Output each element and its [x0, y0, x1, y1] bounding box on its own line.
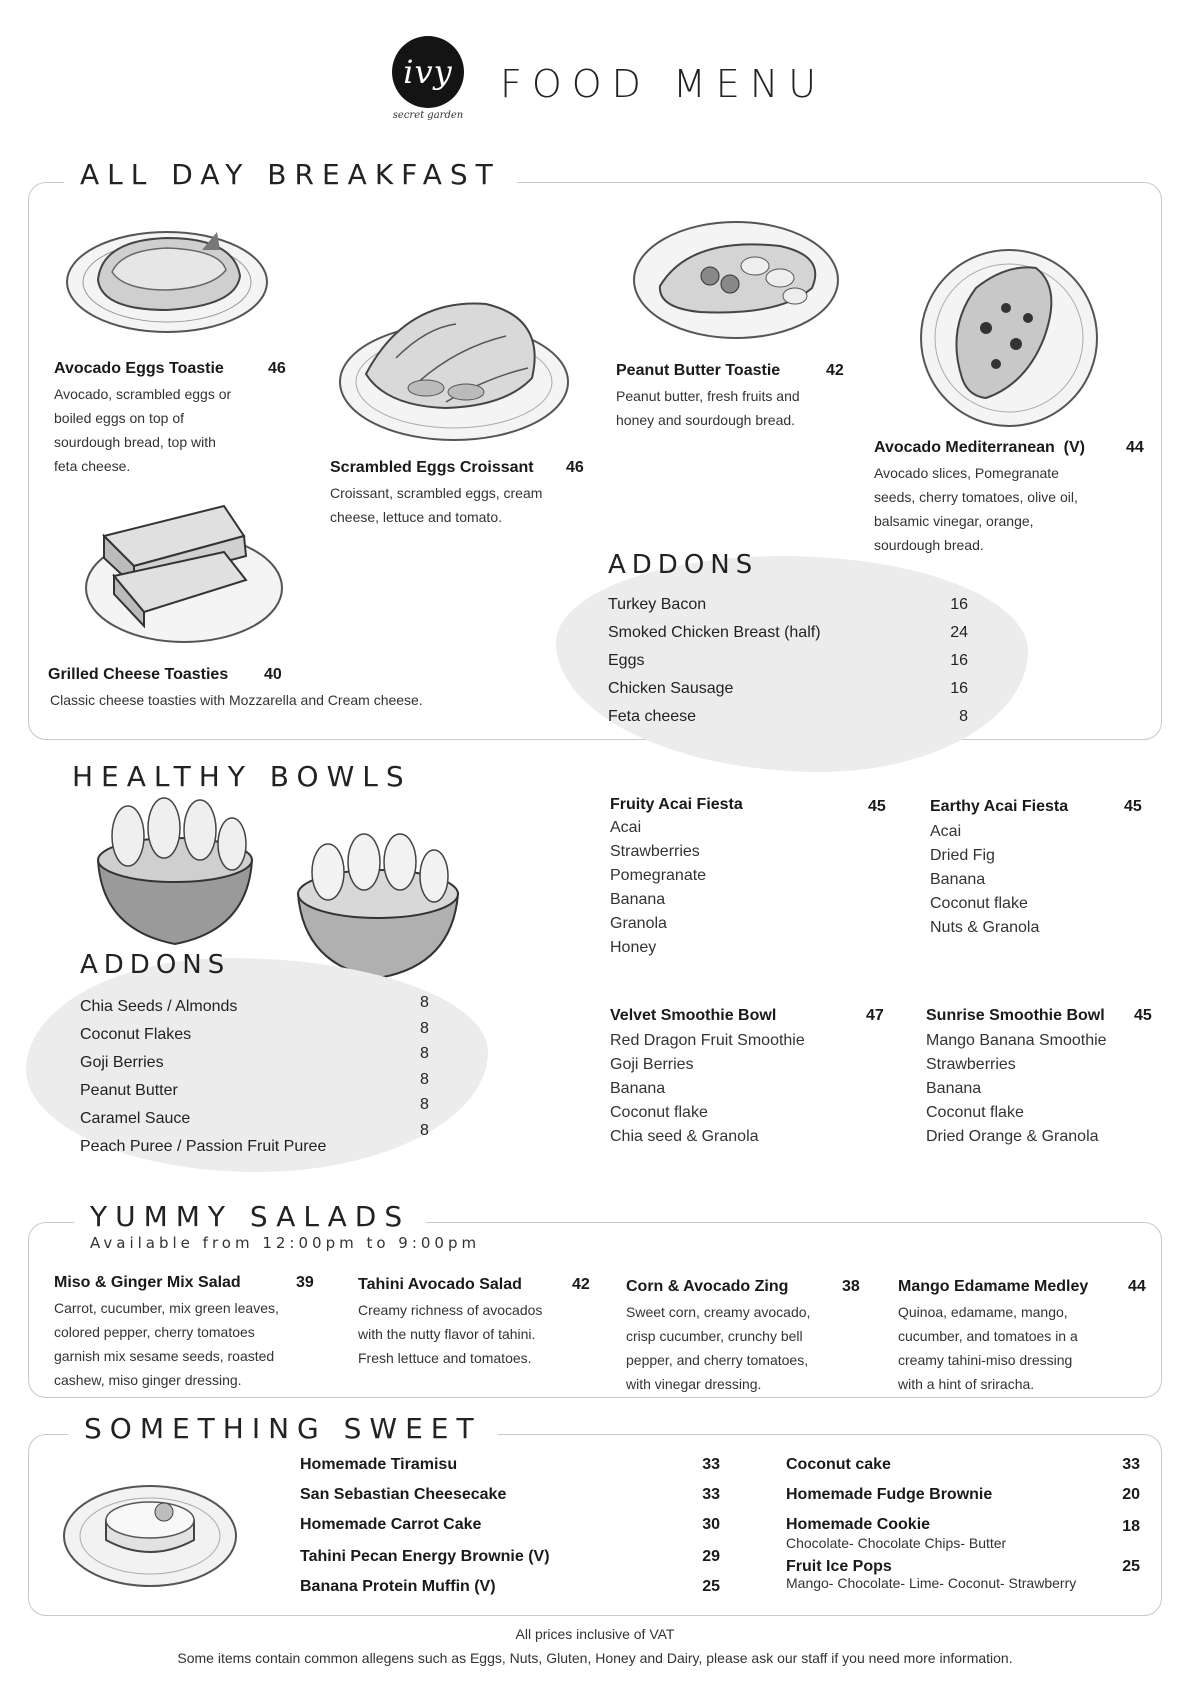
- ingredient: Coconut flake: [930, 895, 1028, 912]
- dessert-item: [786, 1456, 1140, 1486]
- ingredient: Banana: [930, 871, 986, 888]
- desc-line: with vinegar dressing.: [626, 1376, 762, 1392]
- menu-item-price: 45: [1124, 798, 1142, 815]
- addon-price: 16: [950, 652, 968, 669]
- dessert-item: [300, 1548, 720, 1578]
- desc-line: Avocado, scrambled eggs or: [54, 386, 232, 402]
- salads-title: YUMMY SALADS: [74, 1200, 426, 1234]
- addon-name: Chicken Sausage: [608, 680, 734, 697]
- dessert-price: 33: [702, 1486, 720, 1503]
- bowl-ingredients: [610, 1029, 805, 1149]
- desc-line: crisp cucumber, crunchy bell: [626, 1328, 803, 1344]
- dessert-name: Banana Protein Muffin (V): [300, 1578, 496, 1595]
- addon-name: Peach Puree / Passion Fruit Puree: [80, 1138, 327, 1155]
- menu-item-price: 39: [296, 1274, 314, 1291]
- menu-item-price: 42: [826, 362, 844, 379]
- cheesecake-illustration: [60, 1460, 240, 1590]
- desc-line: boiled eggs on top of: [54, 410, 184, 426]
- dessert-price: 33: [1122, 1456, 1140, 1473]
- dessert-name: Homemade Fudge Brownie: [786, 1486, 993, 1503]
- bowl-ingredients: [930, 820, 1039, 940]
- dessert-name: Homemade Tiramisu: [300, 1456, 458, 1473]
- addon-price: 8: [420, 1019, 429, 1037]
- ingredient: Banana: [610, 1080, 666, 1097]
- allergen-note: Some items contain common allegens such as Eggs, Nuts, Gluten, Honey and Dairy, please ask our staff if you need more information.: [177, 1650, 1013, 1666]
- addon-price: 8: [420, 1070, 429, 1088]
- desc-line: cucumber, and tomatoes in a: [898, 1328, 1078, 1344]
- menu-item-name: Velvet Smoothie Bowl: [610, 1007, 777, 1024]
- croissant-illustration: [336, 288, 572, 448]
- logo-subtitle: secret garden: [392, 110, 464, 121]
- ingredient: Strawberries: [926, 1056, 1016, 1073]
- dessert-item: [786, 1558, 1140, 1600]
- addons-list: [608, 591, 968, 731]
- dessert-name: Tahini Pecan Energy Brownie (V): [300, 1548, 550, 1565]
- addon-name: Peanut Butter: [80, 1082, 178, 1099]
- dessert-name: Homemade Cookie: [786, 1516, 931, 1533]
- desc-line: Croissant, scrambled eggs, cream: [330, 485, 543, 501]
- addon-name: Turkey Bacon: [608, 596, 707, 613]
- desc-line: creamy tahini-miso dressing: [898, 1352, 1073, 1368]
- vat-note: All prices inclusive of VAT: [515, 1626, 675, 1642]
- dessert-price: 25: [1122, 1558, 1140, 1575]
- addon-name: Goji Berries: [80, 1054, 164, 1071]
- addon-item: [608, 647, 968, 675]
- ingredient: Red Dragon Fruit Smoothie: [610, 1032, 805, 1049]
- addon-price: 8: [420, 994, 429, 1011]
- desc-line: with the nutty flavor of tahini.: [358, 1326, 536, 1342]
- ingredient: Banana: [610, 891, 666, 908]
- bowl-ingredients: [610, 816, 706, 960]
- ingredient: Banana: [926, 1080, 982, 1097]
- ingredient: Dried Fig: [930, 847, 995, 864]
- addons-title: ADDONS: [80, 950, 231, 980]
- dessert-item: [786, 1516, 1140, 1558]
- desc-line: cheese, lettuce and tomato.: [330, 509, 502, 525]
- ingredient: Acai: [930, 823, 962, 840]
- salads-subtitle: Available from 12:00pm to 9:00pm: [90, 1234, 481, 1252]
- menu-item-name: Scrambled Eggs Croissant: [330, 459, 534, 476]
- menu-item-description: [54, 382, 294, 478]
- dessert-item: [300, 1486, 720, 1516]
- addon-name: Smoked Chicken Breast (half): [608, 624, 821, 641]
- breakfast-title: ALL DAY BREAKFAST: [64, 158, 517, 192]
- menu-item-name: Mango Edamame Medley: [898, 1278, 1089, 1295]
- menu-item-name: Tahini Avocado Salad: [358, 1276, 522, 1293]
- dessert-note: Mango- Chocolate- Lime- Coconut- Strawberry: [786, 1575, 1077, 1591]
- addon-price: 8: [959, 708, 968, 725]
- ingredient: Granola: [610, 915, 667, 932]
- menu-item-name: Grilled Cheese Toasties: [48, 666, 229, 683]
- grilled-cheese-illustration: [74, 496, 284, 646]
- addon-name: Coconut Flakes: [80, 1026, 192, 1043]
- addon-name: Caramel Sauce: [80, 1110, 191, 1127]
- desc-line: garnish mix sesame seeds, roasted: [54, 1348, 275, 1364]
- menu-item-description: [358, 1298, 542, 1370]
- desc-line: Avocado slices, Pomegranate: [874, 465, 1059, 481]
- addon-name: Chia Seeds / Almonds: [80, 998, 238, 1015]
- smoothie-bowl-illustration: [292, 832, 464, 982]
- bowls-title: HEALTHY BOWLS: [56, 760, 428, 794]
- desc-line: cashew, miso ginger dressing.: [54, 1372, 242, 1388]
- dessert-note: Chocolate- Chocolate Chips- Butter: [786, 1535, 1007, 1551]
- sweet-title: SOMETHING SWEET: [68, 1412, 498, 1446]
- menu-item-description: [626, 1300, 810, 1396]
- desc-line: Creamy richness of avocados: [358, 1302, 543, 1318]
- ingredient: Strawberries: [610, 843, 700, 860]
- addons-title: ADDONS: [608, 550, 759, 580]
- ingredient: Honey: [610, 939, 657, 956]
- addon-name: Feta cheese: [608, 708, 697, 725]
- menu-item-price: 44: [1128, 1278, 1146, 1295]
- menu-item-name: Miso & Ginger Mix Salad: [54, 1274, 241, 1291]
- menu-item-description: Classic cheese toasties with Mozzarella and Cream cheese.: [50, 692, 423, 708]
- ingredient: Coconut flake: [926, 1104, 1024, 1121]
- menu-item-price: 46: [268, 360, 286, 377]
- addon-item: [608, 619, 968, 647]
- addons-names: [80, 993, 326, 1161]
- desc-line: with a hint of sriracha.: [898, 1376, 1035, 1392]
- addon-price: 8: [420, 1096, 429, 1113]
- dessert-item: [300, 1578, 720, 1608]
- ingredient: Goji Berries: [610, 1056, 694, 1073]
- sweet-list-right: [786, 1456, 1140, 1600]
- desc-line: Peanut butter, fresh fruits and: [616, 388, 800, 404]
- desc-line: pepper, and cherry tomatoes,: [626, 1352, 809, 1368]
- desc-line: feta cheese.: [54, 458, 131, 474]
- dessert-item: [300, 1516, 720, 1548]
- addon-item: [608, 703, 968, 731]
- addon-price: 8: [420, 1045, 429, 1062]
- menu-item-price: 45: [868, 798, 886, 815]
- menu-item-description: [330, 481, 600, 529]
- brand-logo: [392, 36, 464, 108]
- menu-item-price: 40: [264, 666, 282, 683]
- ingredient: Chia seed & Granola: [610, 1128, 759, 1145]
- menu-item-description: [898, 1300, 1078, 1396]
- menu-item-price: 45: [1134, 1007, 1152, 1024]
- menu-item-price: 44: [1126, 439, 1144, 456]
- menu-item-name: Avocado Mediterranean (V): [874, 439, 1086, 456]
- dessert-price: 25: [702, 1578, 720, 1595]
- peanut-toast-illustration: [630, 216, 842, 346]
- menu-item-description: [874, 461, 1144, 557]
- desc-line: Quinoa, edamame, mango,: [898, 1304, 1068, 1320]
- menu-item-name: Peanut Butter Toastie: [616, 362, 781, 379]
- desc-line: sourdough bread, top with: [54, 434, 216, 450]
- menu-item-price: 46: [566, 459, 584, 476]
- desc-line: Fresh lettuce and tomatoes.: [358, 1350, 532, 1366]
- sweet-list-left: [300, 1456, 720, 1608]
- addon-price: 16: [950, 596, 968, 613]
- ingredient: Nuts & Granola: [930, 919, 1040, 936]
- desc-line: colored pepper, cherry tomatoes: [54, 1324, 255, 1340]
- addon-price: 8: [420, 1121, 429, 1139]
- dessert-name: Homemade Carrot Cake: [300, 1516, 482, 1533]
- menu-item-description: [616, 384, 876, 432]
- menu-item-name: Fruity Acai Fiesta: [610, 796, 743, 813]
- dessert-price: 20: [1122, 1486, 1140, 1503]
- dessert-item: [786, 1486, 1140, 1516]
- addon-price: 24: [950, 624, 968, 641]
- desc-line: Sweet corn, creamy avocado,: [626, 1304, 811, 1320]
- desc-line: balsamic vinegar, orange,: [874, 513, 1034, 529]
- dessert-price: 30: [702, 1516, 720, 1533]
- dessert-name: Coconut cake: [786, 1456, 891, 1473]
- addon-name: Eggs: [608, 652, 645, 669]
- ingredient: Coconut flake: [610, 1104, 708, 1121]
- desc-line: Carrot, cucumber, mix green leaves,: [54, 1300, 279, 1316]
- menu-item-name: Sunrise Smoothie Bowl: [926, 1007, 1105, 1024]
- bowl-ingredients: [926, 1029, 1107, 1149]
- menu-item-price: 47: [866, 1007, 884, 1024]
- menu-item-description: [54, 1296, 279, 1392]
- menu-item-name: Avocado Eggs Toastie: [54, 360, 224, 377]
- addon-item: [608, 675, 968, 703]
- menu-item-name: Earthy Acai Fiesta: [930, 798, 1069, 815]
- page-title: FOOD MENU: [500, 62, 827, 106]
- ingredient: Mango Banana Smoothie: [926, 1032, 1107, 1049]
- desc-line: seeds, cherry tomatoes, olive oil,: [874, 489, 1078, 505]
- acai-bowl-illustration: [88, 800, 262, 950]
- menu-item-price: 38: [842, 1278, 860, 1295]
- ingredient: Acai: [610, 819, 642, 836]
- desc-line: honey and sourdough bread.: [616, 412, 796, 428]
- dessert-item: [300, 1456, 720, 1486]
- avocado-mediterranean-illustration: [916, 248, 1102, 430]
- dessert-name: San Sebastian Cheesecake: [300, 1486, 507, 1503]
- dessert-price: 18: [1122, 1518, 1140, 1535]
- menu-item-name: Corn & Avocado Zing: [626, 1278, 789, 1295]
- logo-text: ivy: [403, 53, 453, 91]
- menu-item-price: 42: [572, 1276, 590, 1293]
- dessert-name: Fruit Ice Pops: [786, 1558, 892, 1575]
- desc-line: sourdough bread.: [874, 537, 984, 553]
- addons-prices: [420, 990, 429, 1143]
- avocado-toast-illustration: [62, 210, 272, 340]
- dessert-price: 33: [702, 1456, 720, 1473]
- dessert-price: 29: [702, 1548, 720, 1565]
- addon-item: [608, 591, 968, 619]
- addon-price: 16: [950, 680, 968, 697]
- ingredient: Pomegranate: [610, 867, 707, 884]
- ingredient: Dried Orange & Granola: [926, 1128, 1099, 1145]
